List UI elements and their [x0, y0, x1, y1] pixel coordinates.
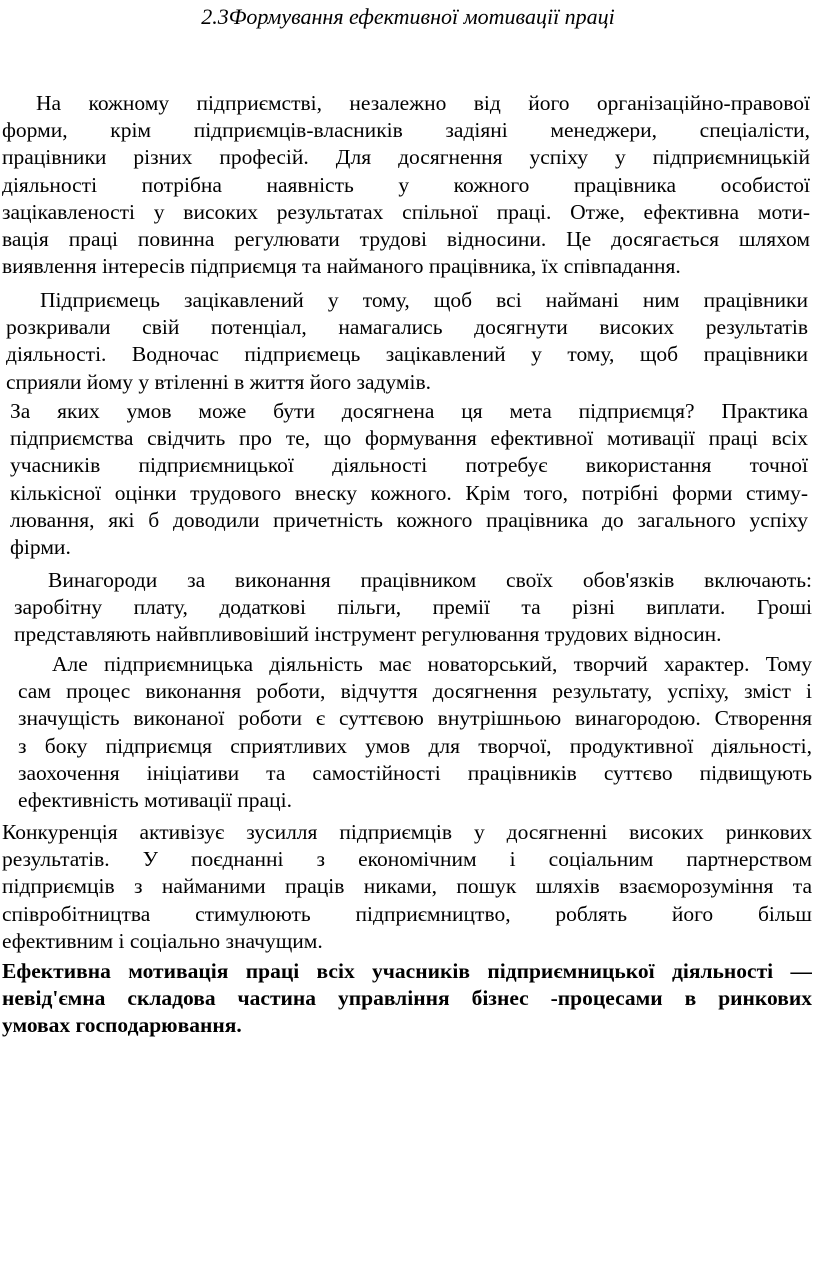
paragraph-3	[10, 398, 808, 561]
paragraph-line: форми, крім підприємців-власників задіяні менеджери, спеціалісти,	[2, 118, 810, 143]
paragraph-line: вація праці повинна регулювати трудові відносини. Це досягається шляхом	[2, 227, 810, 252]
paragraph-1	[2, 90, 810, 280]
paragraph-line: умовах господарювання.	[2, 1013, 242, 1038]
paragraph-line: виявлення інтересів підприємця та найманого працівника, їх співпадання.	[2, 254, 681, 279]
paragraph-line: невід'ємна складова частина управління бізнес -процесами в ринкових	[2, 986, 812, 1011]
paragraph-line: лювання, які б доводили причетність кожного працівника до загального успіху	[10, 507, 808, 532]
paragraph-line: На кожному підприємстві, незалежно від його організаційно-правової	[36, 91, 810, 115]
paragraph-line: Ефективна мотивація праці всіх учасників підприємницької діяльності —	[2, 959, 812, 983]
paragraph-line: з боку підприємця сприятливих умов для творчої, продуктивної діяльності,	[18, 733, 812, 758]
paragraph-line: ефективним і соціально значущим.	[2, 928, 323, 953]
paragraph-line: кількісної оцінки трудового внеску кожного. Крім того, потрібні форми стиму-	[10, 480, 808, 505]
paragraph-line: співробітництва стимулюють підприємництво, роблять його більш	[2, 901, 812, 926]
paragraph-2	[6, 287, 808, 396]
paragraph-4	[14, 567, 812, 649]
paragraph-line: розкривали свій потенціал, намагались досягнути високих результатів	[6, 315, 808, 340]
paragraph-line: Але підприємницька діяльність має новаторський, творчий характер. Тому	[52, 652, 812, 676]
paragraph-line: заробітну плату, додаткові пільги, премії та різні виплати. Гроші	[14, 595, 812, 620]
paragraph-line: сам процес виконання роботи, відчуття досягнення результату, успіху, зміст і	[18, 679, 812, 704]
paragraph-5	[18, 651, 812, 814]
paragraph-line: Винагороди за виконання працівником своїх обов'язків включають:	[48, 568, 812, 592]
paragraph-line: діяльності потрібна наявність у кожного працівника особистої	[2, 172, 810, 197]
paragraph-7-conclusion	[2, 958, 812, 1040]
paragraph-line: За яких умов може бути досягнена ця мета підприємця? Практика	[10, 399, 808, 423]
paragraph-line: учасників підприємницької діяльності потребує використання точної	[10, 453, 808, 478]
paragraph-line: підприємства свідчить про те, що формування ефективної мотивації праці всіх	[10, 426, 808, 451]
paragraph-line: Конкуренція активізує зусилля підприємців у досягненні високих ринкових	[2, 820, 812, 844]
paragraph-line: результатів. У поєднанні з економічним і соціальним партнерством	[2, 847, 812, 872]
paragraph-line: діяльності. Водночас підприємець зацікавлений у тому, щоб працівники	[6, 342, 808, 367]
paragraph-line: Підприємець зацікавлений у тому, щоб всі наймані ним працівники	[40, 288, 808, 312]
paragraph-6	[2, 819, 812, 955]
paragraph-line: фірми.	[10, 535, 71, 560]
paragraph-line: представляють найвпливовіший інструмент регулювання трудових відносин.	[14, 622, 722, 647]
paragraph-line: ефективність мотивації праці.	[18, 788, 292, 813]
paragraph-line: працівники різних професій. Для досягнення успіху у підприємницькій	[2, 145, 810, 170]
paragraph-line: підприємців з найманими праців никами, пошук шляхів взаєморозуміння та	[2, 874, 812, 899]
paragraph-line: зацікавленості у високих результатах спільної праці. Отже, ефективна моти-	[2, 199, 810, 224]
paragraph-line: заохочення ініціативи та самостійності працівників суттєво підвищують	[18, 760, 812, 785]
section-title: 2.3Формування ефективної мотивації праці	[201, 4, 615, 29]
paragraph-line: значущість виконаної роботи є суттєвою внутрішньою винагородою. Створення	[18, 706, 812, 731]
paragraph-line: сприяли йому у втіленні в життя його задумів.	[6, 369, 431, 394]
